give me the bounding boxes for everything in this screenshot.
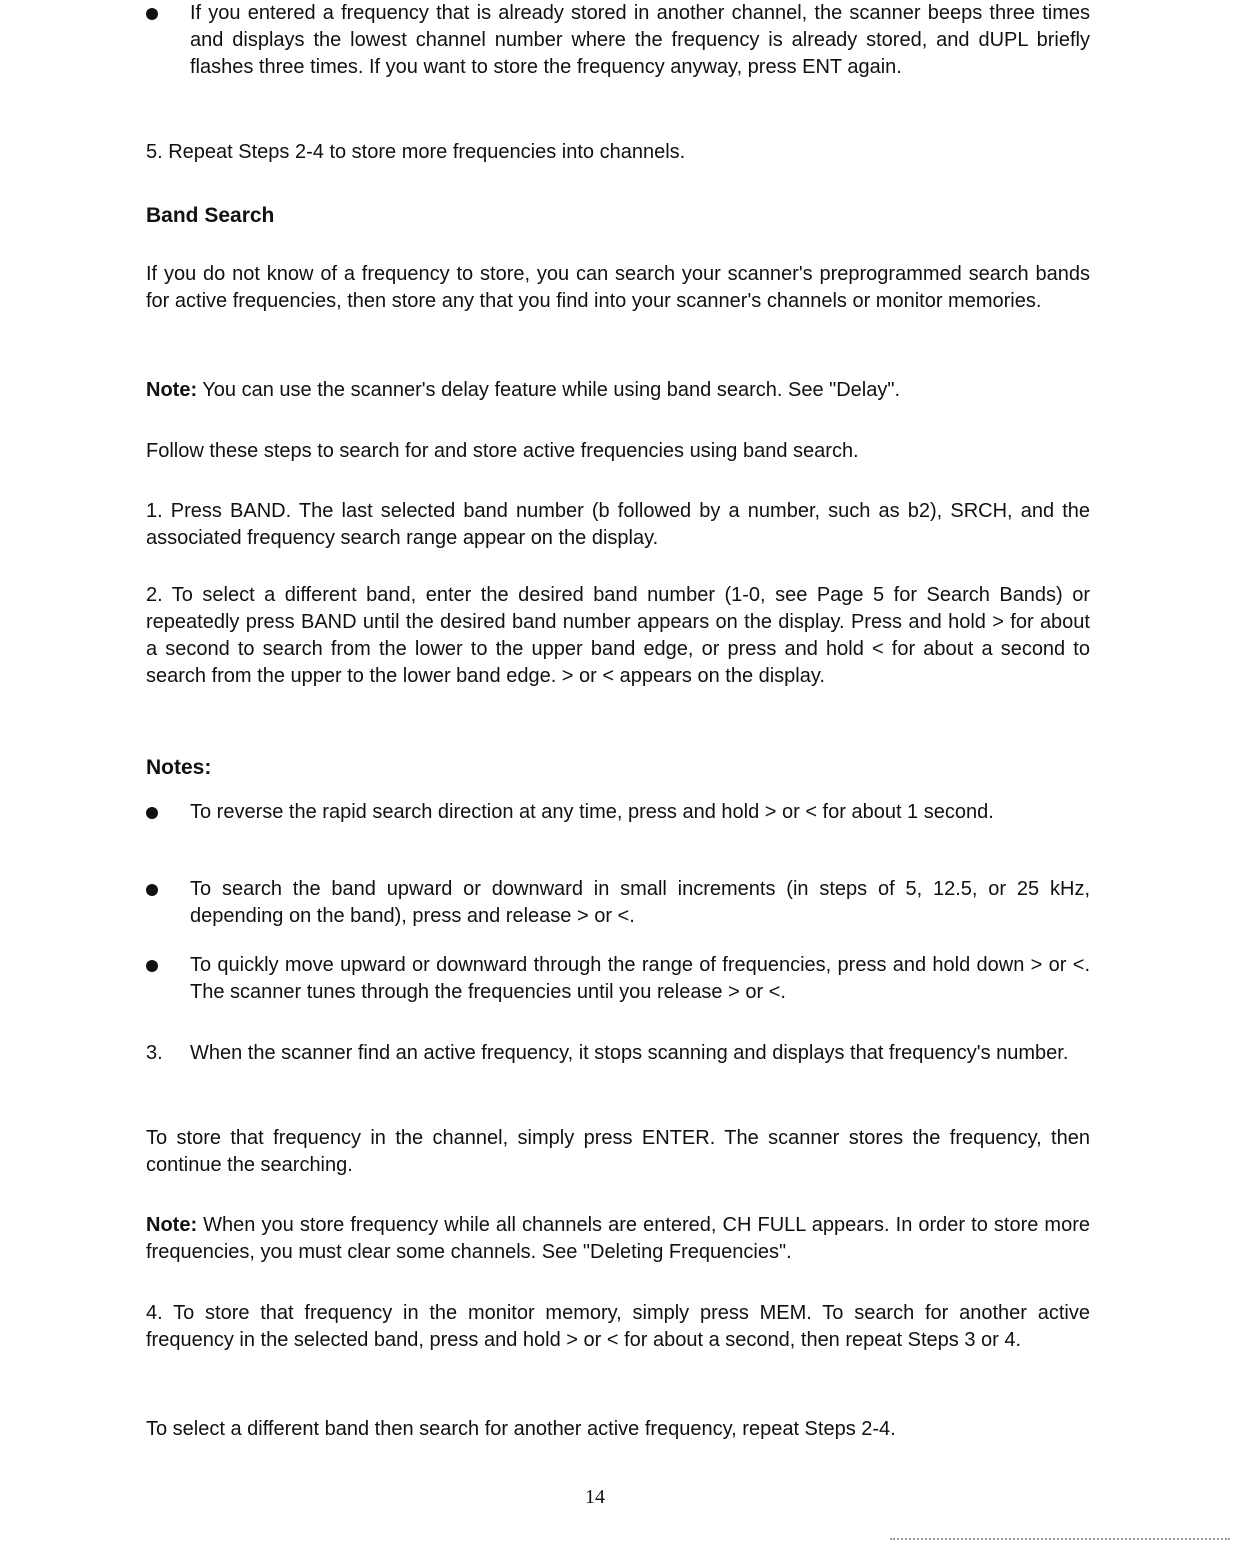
note-label: Note: <box>146 1214 198 1236</box>
step-1: 1. Press BAND. The last selected band number (b followed by a number, such as b2), SRCH, and the associated frequency search range appear on the display. <box>146 500 1090 549</box>
store-paragraph: To store that frequency in the channel, simply press ENTER. The scanner stores the frequency, then continue the searching. <box>146 1127 1090 1176</box>
bullet-icon <box>146 8 158 20</box>
scan-artifact <box>890 1538 1230 1542</box>
notes-bullet-text: To reverse the rapid search direction at any time, press and hold > or < for about 1 second. <box>190 801 994 823</box>
note-label: Note: <box>146 379 198 401</box>
note-delay <box>146 377 1090 404</box>
step-5: 5. Repeat Steps 2-4 to store more frequencies into channels. <box>146 141 686 163</box>
step-text: When the scanner find an active frequency, it stops scanning and displays that frequency's number. <box>190 1042 1069 1064</box>
final-paragraph: To select a different band then search for another active frequency, repeat Steps 2-4. <box>146 1418 896 1440</box>
follow-steps-paragraph: Follow these steps to search for and store active frequencies using band search. <box>146 440 859 462</box>
page-number: 14 <box>585 1486 605 1508</box>
notes-bullet-text: To search the band upward or downward in small increments (in steps of 5, 12.5, or 25 kHz, depending on the band), press and release > or <. <box>190 878 1090 927</box>
note-ch-full-text <box>146 1212 1090 1266</box>
note-text: You can use the scanner's delay feature while using band search. See "Delay". <box>197 379 901 401</box>
note-text: When you store frequency while all channels are entered, CH FULL appears. In order to store more frequencies, you must clear some channels. See "Deleting Frequencies". <box>146 1214 1090 1263</box>
step-number: 3. <box>146 1042 163 1064</box>
notes-heading: Notes: <box>146 756 212 779</box>
section-heading: Band Search <box>146 204 275 227</box>
bullet-icon <box>146 807 158 819</box>
bullet-text: If you entered a frequency that is already stored in another channel, the scanner beeps three times and displays the lowest channel number where the frequency is already stored, and dUPL briefly flashes three times. If you want to store the frequency anyway, press ENT again. <box>190 2 1090 78</box>
intro-paragraph: If you do not know of a frequency to store, you can search your scanner's preprogrammed search bands for active frequencies, then store any that you find into your scanner's channels or monitor memories. <box>146 263 1090 312</box>
step-4: 4. To store that frequency in the monitor memory, simply press MEM. To search for another active frequency in the selected band, press and hold > or < for about a second, then repeat Steps 3 or 4. <box>146 1302 1090 1351</box>
bullet-icon <box>146 960 158 972</box>
bullet-icon <box>146 884 158 896</box>
notes-bullet-text: To quickly move upward or downward through the range of frequencies, press and hold down > or <. The scanner tunes through the frequencies until you release > or <. <box>190 954 1090 1003</box>
step-2: 2. To select a different band, enter the desired band number (1-0, see Page 5 for Search Bands) or repeatedly press BAND until the desired band number appears on the display. Press and hold > for about a second to search from the lower to the upper band edge, or press and hold < for about a second to search from the upper to the lower band edge. > or < appears on the display. <box>146 584 1090 687</box>
